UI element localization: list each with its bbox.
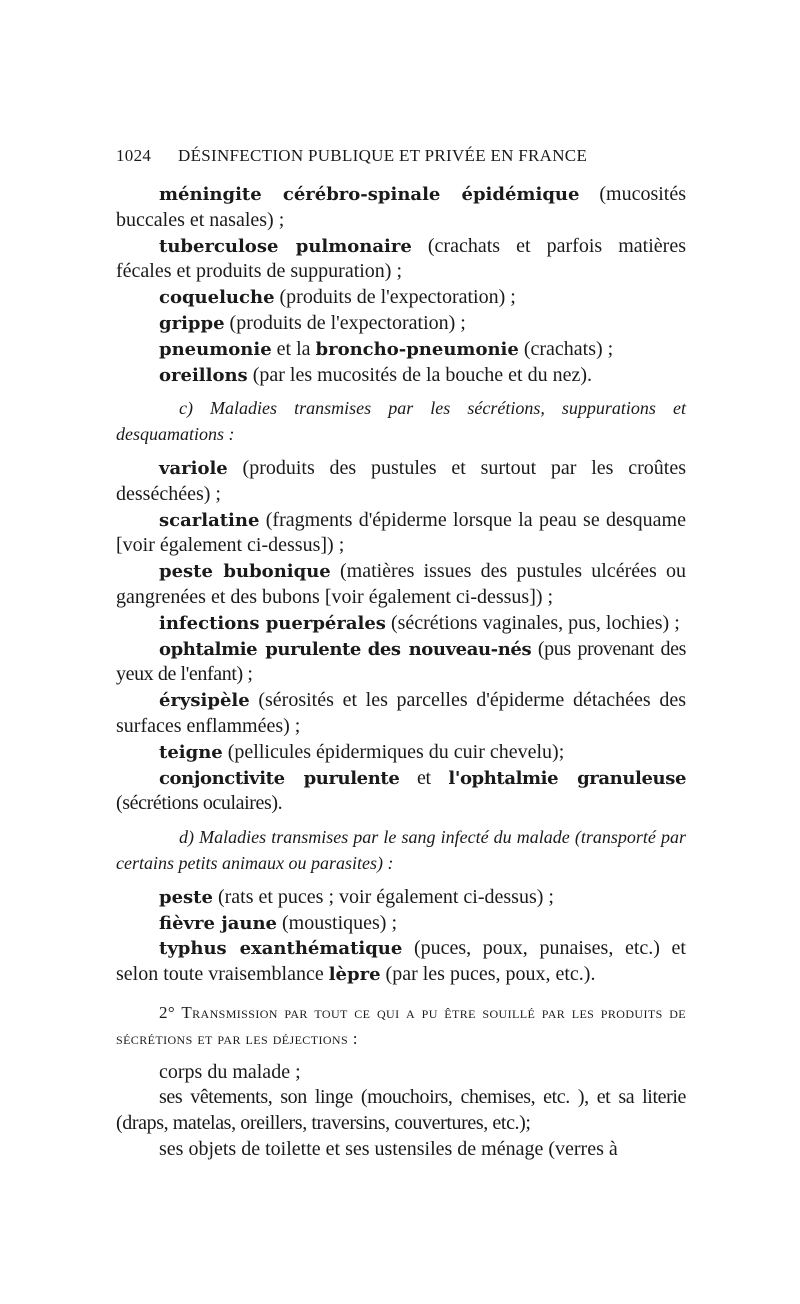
disease-name: variole bbox=[159, 457, 228, 479]
disease-name: peste bbox=[159, 886, 213, 908]
disease-name: peste bubonique bbox=[159, 561, 331, 583]
paragraph-vetements: ses vêtements, son linge (mouchoirs, chemises, etc. ), et sa literie (draps, matelas, oreillers, traversins, couvertures, etc.); bbox=[116, 1086, 686, 1135]
disease-name: teigne bbox=[159, 741, 223, 763]
paragraph-meningite: méningite cérébro-spinale épidémique (mucosités buccales et nasales) ; bbox=[116, 183, 686, 231]
paragraph-erysipele: érysipèle (sérosités et les parcelles d'épiderme détachées des surfaces enflammées) ; bbox=[116, 689, 686, 737]
disease-name: tuberculose pulmonaire bbox=[159, 235, 412, 257]
disease-name: lèpre bbox=[328, 964, 381, 986]
paragraph-fievre-jaune: fièvre jaune (moustiques) ; bbox=[159, 911, 398, 934]
disease-name: pneumonie bbox=[159, 338, 272, 360]
section-heading-d: d) Maladies transmises par le sang infecté du malade (transporté par certains petits animaux ou parasites) : bbox=[116, 827, 686, 873]
disease-name: oreillons bbox=[159, 364, 248, 386]
page-header bbox=[116, 146, 686, 166]
paragraph-peste-bubonique: peste bubonique (matières issues des pustules ulcérées ou gangrenées et des bubons [voir également ci-dessus]) ; bbox=[116, 560, 686, 608]
disease-name: l'ophtalmie granuleuse bbox=[448, 767, 686, 789]
disease-name: érysipèle bbox=[159, 690, 250, 712]
disease-name: ophtalmie purulente bbox=[159, 638, 361, 660]
paragraph-coqueluche: coqueluche (produits de l'expectoration) ; bbox=[159, 286, 516, 309]
paragraph-objets: ses objets de toilette et ses ustensiles de ménage (verres à bbox=[159, 1137, 618, 1160]
disease-name: grippe bbox=[159, 312, 225, 334]
disease-name: broncho-pneumonie bbox=[315, 338, 519, 360]
paragraph-infections-puerperales: infections puerpérales (sécrétions vaginales, pus, lochies) ; bbox=[159, 611, 680, 634]
paragraph-conjonctivite: conjonctivite purulente et l'ophtalmie granuleuse (sécrétions oculaires). bbox=[116, 766, 686, 815]
disease-name: scarlatine bbox=[159, 509, 260, 531]
disease-name: méningite cérébro-spinale épidémique bbox=[159, 184, 580, 205]
paragraph-peste: peste (rats et puces ; voir également ci-dessus) ; bbox=[159, 885, 554, 908]
disease-name: coqueluche bbox=[159, 287, 275, 309]
paragraph-teigne: teigne (pellicules épidermiques du cuir chevelu); bbox=[159, 740, 565, 763]
section-heading-c: c) Maladies transmises par les sécrétions, suppurations et desquamations : bbox=[116, 398, 686, 445]
section-heading-2: 2° Transmission par tout ce qui a pu être souillé par les produits de sécrétions et par les déjections : bbox=[116, 1002, 686, 1048]
paragraph-pneumonie: pneumonie et la broncho-pneumonie (crachats) ; bbox=[159, 337, 614, 360]
paragraph-typhus: typhus exanthématique (puces, poux, punaises, etc.) et selon toute vraisemblance lèpre (par les puces, poux, etc.). bbox=[116, 937, 686, 986]
paragraph-scarlatine: scarlatine (fragments d'épiderme lorsque la peau se desquame [voir également ci-dessus]) ; bbox=[116, 508, 686, 557]
page-body bbox=[116, 182, 686, 1163]
disease-name: des nouveau-nés bbox=[367, 638, 532, 660]
page-number: 1024 bbox=[116, 146, 152, 165]
running-title: DÉSINFECTION PUBLIQUE ET PRIVÉE EN FRANCE bbox=[178, 146, 588, 165]
disease-name: conjonctivite purulente bbox=[159, 767, 400, 789]
paragraph-ophtalmie: ophtalmie purulente des nouveau-nés (pus provenant des yeux de l'enfant) ; bbox=[116, 637, 686, 686]
paragraph-variole: variole (produits des pustules et surtout par les croûtes desséchées) ; bbox=[116, 456, 686, 505]
paragraph-oreillons: oreillons (par les mucosités de la bouche et du nez). bbox=[159, 363, 593, 386]
paragraph-corps: corps du malade ; bbox=[159, 1060, 301, 1083]
disease-name: infections puerpérales bbox=[159, 612, 386, 634]
paragraph-grippe: grippe (produits de l'expectoration) ; bbox=[159, 311, 466, 334]
paragraph-tuberculose: tuberculose pulmonaire (crachats et parfois matières fécales et produits de suppuration) ; bbox=[116, 234, 686, 283]
disease-name: typhus exanthématique bbox=[159, 938, 403, 960]
disease-name: fièvre jaune bbox=[159, 912, 278, 934]
